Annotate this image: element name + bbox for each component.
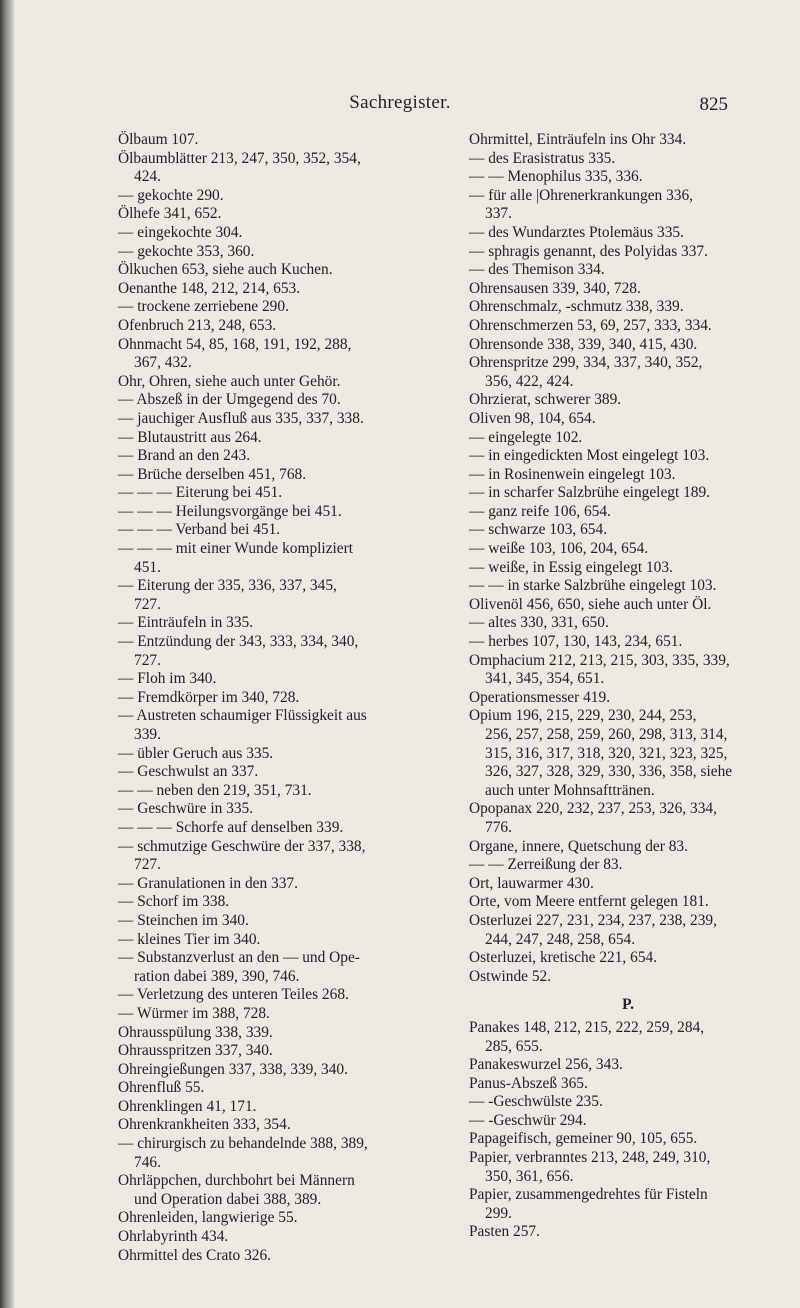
index-entry-line: — — Zerreißung der 83.: [469, 856, 623, 874]
index-entry-line: Ohreingießungen 337, 338, 339, 340.: [118, 1060, 348, 1078]
index-entry-line: Osterluzei 227, 231, 234, 237, 238, 239,: [469, 911, 717, 929]
index-entry-line: 299.: [485, 1204, 512, 1222]
index-entry-line: — jauchiger Ausfluß aus 335, 337, 338.: [118, 409, 364, 427]
index-entry-line: Ohrausspülung 338, 339.: [118, 1023, 273, 1041]
index-entry-line: 339.: [134, 726, 161, 743]
page-header: [0, 92, 800, 118]
index-entry-line: — Geschwulst an 337.: [118, 763, 259, 781]
index-entry-line: 776.: [485, 818, 512, 836]
index-entry-line: ration dabei 389, 390, 746.: [134, 967, 300, 985]
index-entry-line: — eingekochte 304.: [118, 223, 243, 241]
index-entry-line: Pasten 257.: [469, 1223, 540, 1241]
index-entry-line: — ganz reife 106, 654.: [469, 502, 611, 520]
index-entry-line: — in eingedickten Most eingelegt 103.: [469, 447, 710, 465]
index-entry-line: Ohrenkrankheiten 333, 354.: [118, 1116, 291, 1134]
index-entry-line: Oenanthe 148, 212, 214, 653.: [118, 279, 301, 297]
index-entry-line: — für alle |Ohrenerkrankungen 336,: [469, 186, 694, 204]
index-entry-line: — schwarze 103, 654.: [469, 521, 608, 539]
index-entry-line: — — Menophilus 335, 336.: [469, 168, 643, 186]
index-entry-line: Orte, vom Meere entfernt gelegen 181.: [469, 893, 709, 911]
index-entry-line: Ohrläppchen, durchbohrt bei Männern: [118, 1172, 355, 1190]
index-entry-line: — gekochte 290.: [118, 186, 224, 204]
index-column-left: [118, 131, 454, 1265]
index-entry-line: — -Geschwür 294.: [469, 1111, 587, 1129]
index-entry-line: 326, 327, 328, 329, 330, 336, 358, siehe: [485, 763, 733, 781]
index-entry-line: 424.: [134, 168, 161, 186]
index-entry-line: — Brüche derselben 451, 768.: [118, 465, 307, 483]
index-entry-line: Ostwinde 52.: [469, 967, 552, 985]
index-entry-line: — — neben den 219, 351, 731.: [118, 781, 312, 799]
index-entry-line: — Granulationen in den 337.: [118, 874, 298, 892]
index-entry-line: Opopanax 220, 232, 237, 253, 326, 334,: [469, 800, 717, 818]
index-entry-line: Oliven 98, 104, 654.: [469, 409, 596, 427]
index-entry-line: 256, 257, 258, 259, 260, 298, 313, 314,: [485, 726, 728, 743]
index-entry-line: — kleines Tier im 340.: [118, 930, 261, 948]
index-entry-line: — — in starke Salzbrühe eingelegt 103.: [469, 577, 717, 595]
index-entry-line: — Abszeß in der Umgegend des 70.: [118, 391, 341, 409]
index-entry-line: Ölhefe 341, 652.: [118, 205, 222, 223]
index-entry-line: — in scharfer Salzbrühe eingelegt 189.: [469, 484, 711, 502]
index-entry-line: — Entzündung der 343, 333, 334, 340,: [118, 633, 359, 651]
index-entry-line: 337.: [485, 205, 512, 223]
index-entry-line: Osterluzei, kretische 221, 654.: [469, 949, 658, 967]
index-entry-line: 746.: [134, 1153, 161, 1171]
index-entry-line: Ohrenklingen 41, 171.: [118, 1097, 257, 1115]
index-entry-line: — — — mit einer Wunde kompliziert: [118, 540, 354, 558]
index-entry-line: 350, 361, 656.: [485, 1167, 574, 1185]
index-entry-line: — — — Verband bei 451.: [118, 521, 281, 539]
index-entry-line: Olivenöl 456, 650, siehe auch unter Öl.: [469, 595, 712, 613]
page-title: Sachregister.: [349, 92, 451, 113]
index-entry-line: Ohrausspritzen 337, 340.: [118, 1042, 273, 1060]
index-entry-line: — Steinchen im 340.: [118, 911, 249, 929]
index-entry-line: 727.: [134, 595, 161, 613]
index-entry-line: 341, 345, 354, 651.: [485, 670, 605, 688]
index-entry-line: — Brand an den 243.: [118, 447, 251, 465]
index-entry-line: Operationsmesser 419.: [469, 688, 611, 706]
index-entry-line: 367, 432.: [134, 354, 192, 372]
index-entry-line: — übler Geruch aus 335.: [118, 744, 274, 762]
index-entry-line: — in Rosinenwein eingelegt 103.: [469, 465, 676, 483]
index-entry-line: Ohr, Ohren, siehe auch unter Gehör.: [118, 372, 341, 390]
index-column-right: [469, 131, 787, 1242]
index-entry-line: und Operation dabei 388, 389.: [134, 1190, 322, 1208]
index-entry-line: Opium 196, 215, 229, 230, 244, 253,: [469, 707, 697, 725]
index-entry-line: Omphacium 212, 213, 215, 303, 335, 339,: [469, 651, 730, 669]
index-entry-line: auch unter Mohnsafttränen.: [485, 781, 655, 799]
index-entry-line: Papier, verbranntes 213, 248, 249, 310,: [469, 1149, 711, 1167]
index-entry-line: — gekochte 353, 360.: [118, 242, 255, 260]
index-entry-line: Ort, lauwarmer 430.: [469, 874, 594, 892]
index-entry-line: Ohrensausen 339, 340, 728.: [469, 279, 641, 297]
index-entry-line: Ohrensonde 338, 339, 340, 415, 430.: [469, 335, 698, 353]
index-entry-line: Papageifisch, gemeiner 90, 105, 655.: [469, 1130, 698, 1148]
index-entry-line: — des Themison 334.: [469, 261, 605, 279]
index-entry-line: Organe, innere, Quetschung der 83.: [469, 837, 688, 855]
index-entry-line: Ofenbruch 213, 248, 653.: [118, 316, 277, 334]
index-entry-line: — eingelegte 102.: [469, 428, 583, 446]
index-entry-line: Ohrmittel des Crato 326.: [118, 1246, 272, 1264]
index-entry-line: — — — Eiterung bei 451.: [118, 484, 283, 502]
index-entry-line: 315, 316, 317, 318, 320, 321, 323, 325,: [485, 744, 728, 762]
index-entry-line: — des Erasistratus 335.: [469, 149, 616, 167]
index-entry-line: Ölbaum 107.: [118, 131, 199, 148]
index-entry-line: — Blutaustritt aus 264.: [118, 428, 262, 446]
index-entry-line: Ohrenschmalz, -schmutz 338, 339.: [469, 298, 684, 316]
index-entry-line: Ohrenschmerzen 53, 69, 257, 333, 334.: [469, 316, 712, 334]
page-number: 825: [699, 94, 728, 115]
index-entry-line: 356, 422, 424.: [485, 372, 574, 390]
index-entry-line: — des Wundarztes Ptolemäus 335.: [469, 223, 684, 241]
index-entry-line: — Substanzverlust an den — und Ope-: [118, 949, 360, 967]
index-entry-line: — — — Heilungsvorgänge bei 451.: [118, 502, 342, 520]
index-entry-line: — — — Schorfe auf denselben 339.: [118, 818, 344, 836]
index-entry-line: 451.: [134, 558, 161, 576]
index-entry-line: Ohrenspritze 299, 334, 337, 340, 352,: [469, 354, 703, 372]
index-entry-line: — sphragis genannt, des Polyidas 337.: [469, 242, 708, 260]
index-entry-line: — Floh im 340.: [118, 670, 217, 688]
index-entry-line: — Geschwüre in 335.: [118, 800, 254, 818]
index-entry-line: — weiße, in Essig eingelegt 103.: [469, 558, 673, 576]
index-entry-line: 244, 247, 248, 258, 654.: [485, 930, 636, 948]
index-entry-line: — Eiterung der 335, 336, 337, 345,: [118, 577, 337, 595]
index-entry-line: — Würmer im 388, 728.: [118, 1004, 270, 1022]
index-entry-line: — trockene zerriebene 290.: [118, 298, 289, 316]
index-entry-line: 727.: [134, 856, 161, 874]
index-entry-line: — Verletzung des unteren Teiles 268.: [118, 986, 349, 1004]
index-entry-line: — herbes 107, 130, 143, 234, 651.: [469, 633, 683, 651]
index-entry-line: — weiße 103, 106, 204, 654.: [469, 540, 649, 558]
index-entry-line: Ölkuchen 653, siehe auch Kuchen.: [118, 261, 333, 279]
index-entry-line: Ohrmittel, Einträufeln ins Ohr 334.: [469, 131, 687, 148]
index-entry-line: Ölbaumblätter 213, 247, 350, 352, 354,: [118, 149, 361, 167]
index-entry-line: Ohrzierat, schwerer 389.: [469, 391, 622, 409]
index-entry-line: — altes 330, 331, 650.: [469, 614, 609, 632]
index-entry-line: Papier, zusammengedrehtes für Fisteln: [469, 1186, 708, 1204]
index-entry-line: — chirurgisch zu behandelnde 388, 389,: [118, 1135, 368, 1153]
index-entry-line: Ohrenfluß 55.: [118, 1079, 205, 1097]
index-entry-line: Panakes 148, 212, 215, 222, 259, 284,: [469, 1018, 705, 1036]
section-letter-heading: P.: [622, 996, 634, 1014]
index-entry-line: — schmutzige Geschwüre der 337, 338,: [118, 837, 366, 855]
index-entry-line: Panus-Abszeß 365.: [469, 1074, 588, 1092]
index-entry-line: — Austreten schaumiger Flüssigkeit aus: [118, 707, 367, 725]
index-entry-line: — Schorf im 338.: [118, 893, 230, 911]
index-entry-line: — Fremdkörper im 340, 728.: [118, 688, 300, 706]
index-entry-line: 727.: [134, 651, 161, 669]
index-entry-line: 285, 655.: [485, 1037, 543, 1055]
index-entry-line: — Einträufeln in 335.: [118, 614, 254, 632]
index-entry-line: Ohrlabyrinth 434.: [118, 1228, 229, 1246]
index-entry-line: Ohrenleiden, langwierige 55.: [118, 1209, 298, 1227]
book-spine-edge: [0, 0, 14, 1308]
index-entry-line: Ohnmacht 54, 85, 168, 191, 192, 288,: [118, 335, 352, 353]
index-entry-line: Panakeswurzel 256, 343.: [469, 1056, 623, 1074]
index-entry-line: — -Geschwülste 235.: [469, 1093, 603, 1111]
